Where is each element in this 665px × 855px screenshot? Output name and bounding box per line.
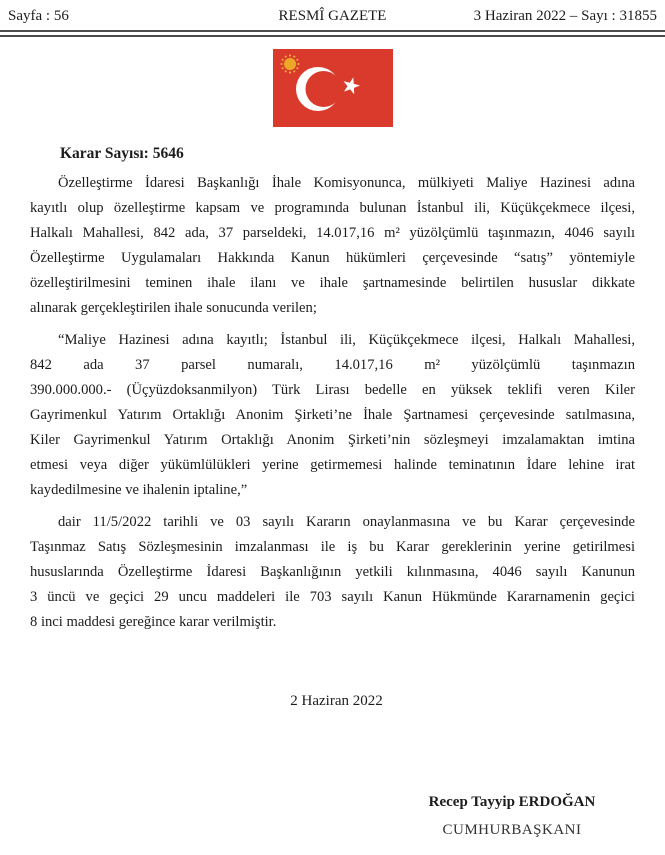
text-line: 8 inci maddesi gereğince karar verilmiştir. bbox=[30, 614, 277, 630]
page-header bbox=[0, 0, 665, 25]
gazette-title: RESMÎ GAZETE bbox=[278, 8, 387, 24]
text-line: dair 11/5/2022 tarihli ve 03 sayılı Kararın onaylanmasına ve bu Karar çerçevesinde bbox=[58, 514, 635, 530]
text-line: Halkalı Mahallesi, 842 ada, 37 parseldeki, 14.017,16 m² yüzölçümlü taşınmazın, 4046 sayılı bbox=[30, 225, 635, 241]
decision-body bbox=[30, 171, 635, 635]
text-line: Gayrimenkul Yatırım Ortaklığı Anonim Şirketi’ne İhale Şartnamesi çerçevesinde satılmasına, bbox=[30, 407, 635, 423]
text-line: Kiler Gayrimenkul Yatırım Ortaklığı Anonim Şirketi’nin sözleşmeyi imzalamaktan imtina bbox=[30, 432, 635, 448]
text-line: alınarak gerçekleştirilen ihale sonucunda verilen; bbox=[30, 300, 317, 316]
paragraph bbox=[30, 171, 635, 321]
text-line: 3 üncü ve geçici 29 uncu maddeleri ile 703 sayılı Kanun Hükmünde Kararnamenin geçici bbox=[30, 589, 635, 605]
text-line: Özelleştirme Uygulamaları Hakkında Kanun hükümleri çerçevesinde “satış” yöntemiyle bbox=[30, 250, 635, 266]
text-line: kayıtlı olup özelleştirme kapsam ve programında bulunan İstanbul ili, Küçükçekmece ilçesi, bbox=[30, 200, 635, 216]
decision-date: 2 Haziran 2022 bbox=[290, 693, 383, 709]
signatory-title: CUMHURBAŞKANI bbox=[442, 822, 582, 838]
text-line: özelleştirilmesini teminen ihale ilanı ve ihale şartnamesinde belirtilen hususlar dikkate bbox=[30, 275, 635, 291]
text-line: kaydedilmesine ve ihalenin iptaline,” bbox=[30, 482, 248, 498]
text-line: “Maliye Hazinesi adına kayıtlı; İstanbul ili, Küçükçekmece ilçesi, Halkalı Mahallesi, bbox=[58, 332, 635, 348]
text-line: 390.000.000.- (Üçyüzdoksanmilyon) Türk Lirası bedelle en yüksek teklifi veren Kiler bbox=[30, 382, 635, 398]
issue-date-label: 3 Haziran 2022 – Sayı : 31855 bbox=[473, 8, 657, 24]
signature-block bbox=[387, 790, 637, 843]
text-line: Taşınmaz Satış Sözleşmesinin imzalanması ile iş bu Karar gereklerinin yerine getirilmesi bbox=[30, 539, 635, 555]
header-divider bbox=[0, 30, 665, 37]
page-number-label: Sayfa : 56 bbox=[8, 8, 69, 24]
decision-number: Karar Sayısı: 5646 bbox=[60, 145, 184, 162]
paragraph bbox=[30, 328, 635, 503]
signatory-name: Recep Tayyip ERDOĞAN bbox=[428, 794, 596, 810]
paragraph bbox=[30, 510, 635, 635]
text-line: hususlarında Özelleştirme İdaresi Başkanlığının yetkili kılınmasına, 4046 sayılı Kanunun bbox=[30, 564, 635, 580]
text-line: 842 ada 37 parsel numaralı, 14.017,16 m² yüzölçümlü taşınmazın bbox=[30, 357, 635, 373]
text-line: Özelleştirme İdaresi Başkanlığı İhale Komisyonunca, mülkiyeti Maliye Hazinesi adına bbox=[58, 175, 635, 191]
turkish-presidential-flag-icon bbox=[273, 49, 393, 127]
text-line: etmesi veya diğer yükümlülükleri yerine getirmemesi halinde teminatının İdare lehine irat bbox=[30, 457, 635, 473]
flag-container bbox=[0, 49, 665, 127]
